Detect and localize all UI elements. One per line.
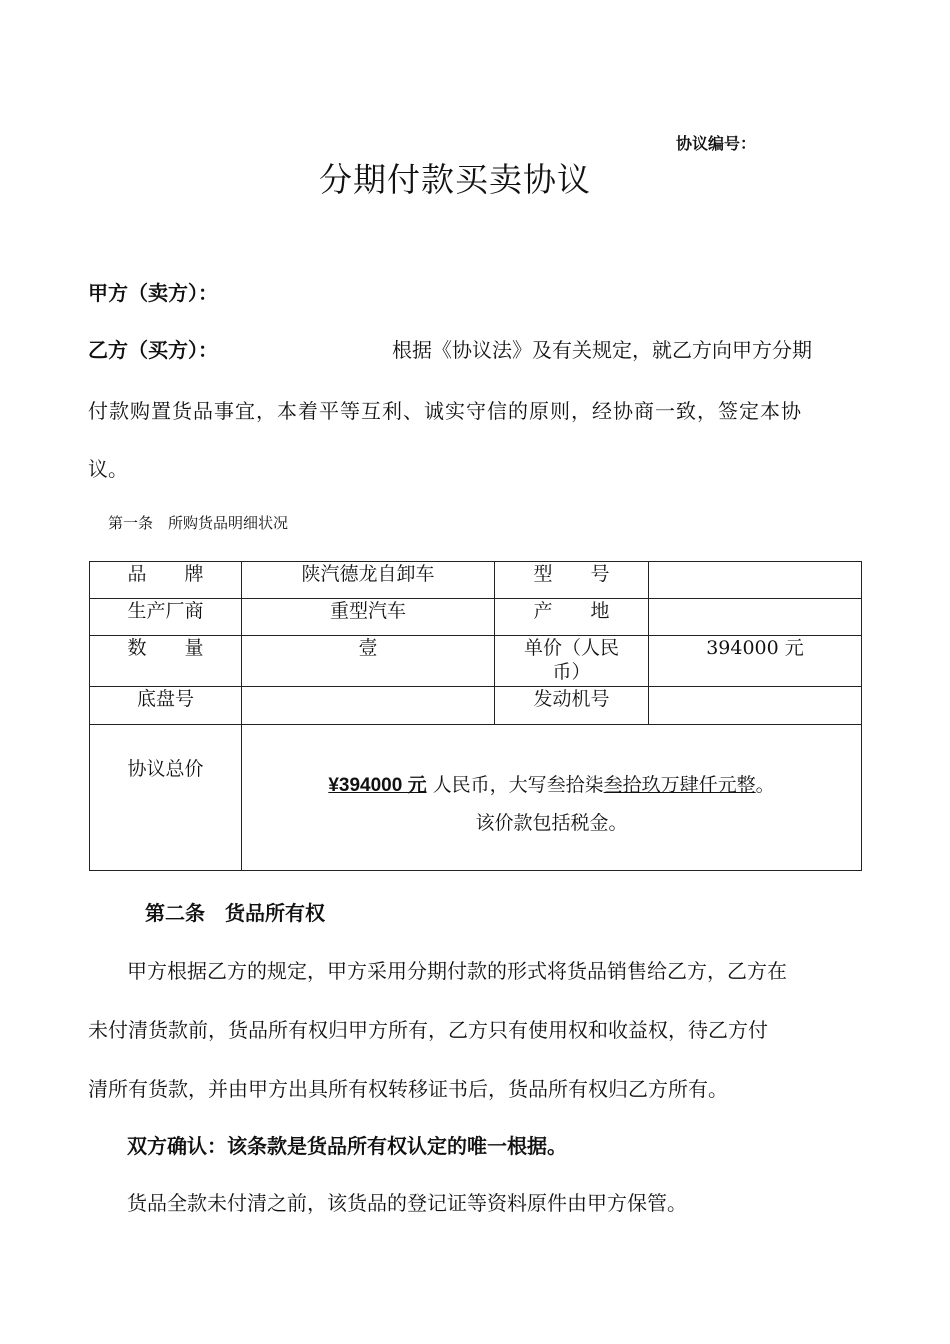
total-end-punct: 。 <box>755 774 775 796</box>
table-row <box>90 562 862 599</box>
unit-price-value: 394000 元 <box>649 636 862 687</box>
manufacturer-label: 生产厂商 <box>90 599 242 636</box>
table-row <box>90 599 862 636</box>
engine-number-label: 发动机号 <box>495 687 649 725</box>
manufacturer-value: 重型汽车 <box>242 599 495 636</box>
chassis-number-label: 底盘号 <box>90 687 242 725</box>
party-a-label: 甲方（卖方）： <box>88 281 218 305</box>
brand-value: 陕汽德龙自卸车 <box>242 562 495 599</box>
table-row <box>90 725 862 871</box>
total-currency-text: 人民币，大写叁拾柒 <box>426 774 604 796</box>
article-1-heading: 第一条 所购货品明细状况 <box>108 514 289 532</box>
intro-line-1: 根据《协议法》及有关规定，就乙方向甲方分期 <box>392 338 812 362</box>
agreement-number-label: 协议编号： <box>676 134 757 153</box>
engine-number-value <box>649 687 862 725</box>
total-price-label: 协议总价 <box>90 725 242 871</box>
total-amount: ¥394000 元 <box>328 775 427 796</box>
chassis-number-value <box>242 687 495 725</box>
quantity-value: 壹 <box>242 636 495 687</box>
document-title: 分期付款买卖协议 <box>319 160 591 199</box>
goods-detail-table <box>89 561 862 871</box>
article-2-heading: 第二条 货品所有权 <box>145 901 325 925</box>
custody-clause: 货品全款未付清之前，该货品的登记证等资料原件由甲方保管。 <box>127 1191 687 1215</box>
model-value <box>649 562 862 599</box>
table-row <box>90 636 862 687</box>
ownership-paragraph-line-3: 清所有货款，并由甲方出具所有权转移证书后，货品所有权归乙方所有。 <box>88 1077 728 1101</box>
intro-line-2: 付款购置货品事宜，本着平等互利、诚实守信的原则，经协商一致，签定本协 <box>88 399 802 423</box>
total-price-cell <box>242 725 862 871</box>
table-row <box>90 687 862 725</box>
quantity-label: 数 量 <box>90 636 242 687</box>
model-label: 型 号 <box>495 562 649 599</box>
ownership-paragraph-line-1: 甲方根据乙方的规定，甲方采用分期付款的形式将货品销售给乙方，乙方在 <box>127 959 787 983</box>
mutual-confirmation: 双方确认：该条款是货品所有权认定的唯一根据。 <box>127 1134 567 1158</box>
total-price-line <box>242 773 861 798</box>
total-amount-in-words: 叁拾玖万肆仟元整 <box>603 774 756 796</box>
ownership-paragraph-line-2: 未付清货款前，货品所有权归甲方所有，乙方只有使用权和收益权，待乙方付 <box>88 1018 768 1042</box>
party-b-label: 乙方（买方）： <box>88 338 218 362</box>
intro-line-3: 议。 <box>88 457 128 481</box>
brand-label: 品 牌 <box>90 562 242 599</box>
tax-included-note: 该价款包括税金。 <box>475 812 628 834</box>
origin-label: 产 地 <box>495 599 649 636</box>
origin-value <box>649 599 862 636</box>
unit-price-label: 单价（人民币） <box>495 636 649 687</box>
